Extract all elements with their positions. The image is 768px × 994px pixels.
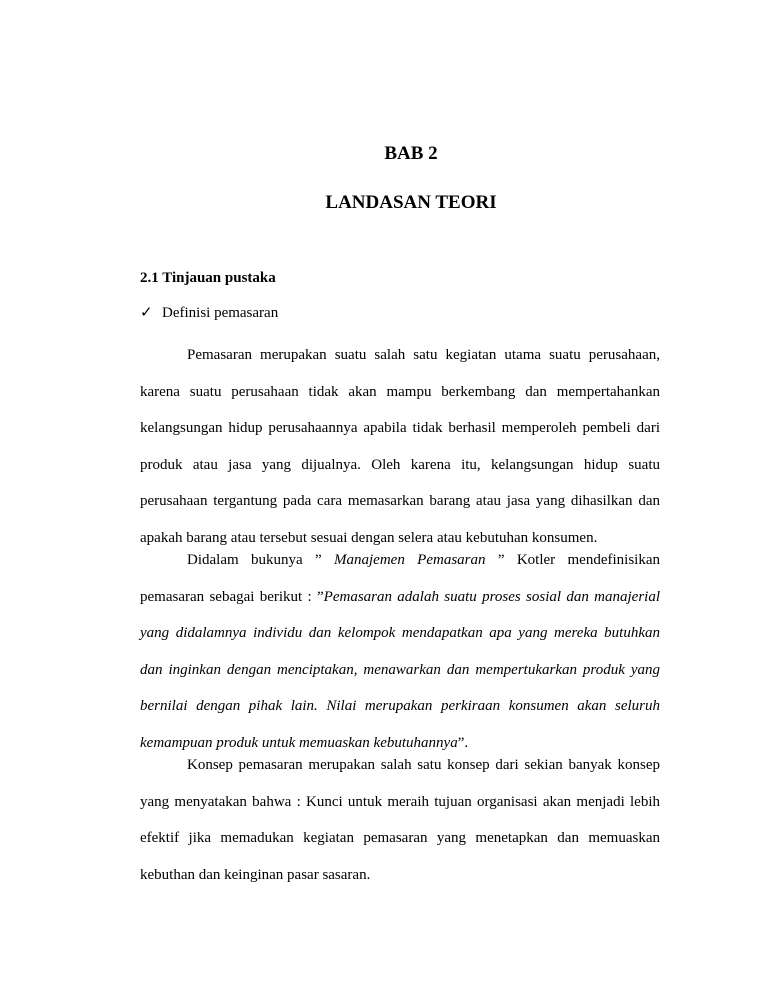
bullet-item [140,303,278,322]
paragraph-2-middle: ” Kotler mendefinisikan pemasaran sebagai berikut : ” [140,552,660,605]
paragraph-3-text: Konsep pemasaran merupakan salah satu konsep dari sekian banyak konsep yang menyatakan bahwa : Kunci untuk meraih tujuan organisasi akan menjadi lebih efektif jika memadukan kegiatan pemasaran yang menetapkan dan memuaskan kebuthan dan keinginan pasar sasaran. [140,757,660,883]
paragraph-2-end: ”. [457,734,469,751]
bullet-label: Definisi pemasaran [162,305,279,321]
checkmark-icon: ✓ [140,305,153,321]
book-title: Manajemen Pemasaran [334,552,486,568]
paragraph-3 [140,747,660,893]
paragraph-1-text: Pemasaran merupakan suatu salah satu kegiatan utama suatu perusahaan, karena suatu perusahaan tidak akan mampu berkembang dan mempertahankan kelangsungan hidup perusahaannya apabila tidak berhasil memperoleh pembeli dari produk atau jasa yang dijualnya. Oleh karena itu, kelangsungan hidup suatu perusahaan tergantung pada cara memasarkan barang atau jasa yang dihasilkan dan apakah barang atau tersebut sesuai dengan selera atau kebutuhan konsumen. [140,347,660,546]
definition-quote: Pemasaran adalah suatu proses sosial dan manajerial yang didalamnya individu dan kelompok mendapatkan apa yang mereka butuhkan dan inginkan dengan menciptakan, menawarkan dan mempertukarkan produk yang bernilai dengan pihak lain. Nilai merupakan perkiraan konsumen akan seluruh kemampuan produk untuk memuaskan kebutuhannya [140,588,660,751]
paragraph-1 [140,337,660,557]
chapter-title: LANDASAN TEORI [325,192,497,213]
section-heading: 2.1 Tinjauan pustaka [140,270,276,286]
paragraph-2 [140,542,660,762]
paragraph-2-intro: Didalam bukunya ” [187,552,335,568]
chapter-number: BAB 2 [384,143,438,164]
